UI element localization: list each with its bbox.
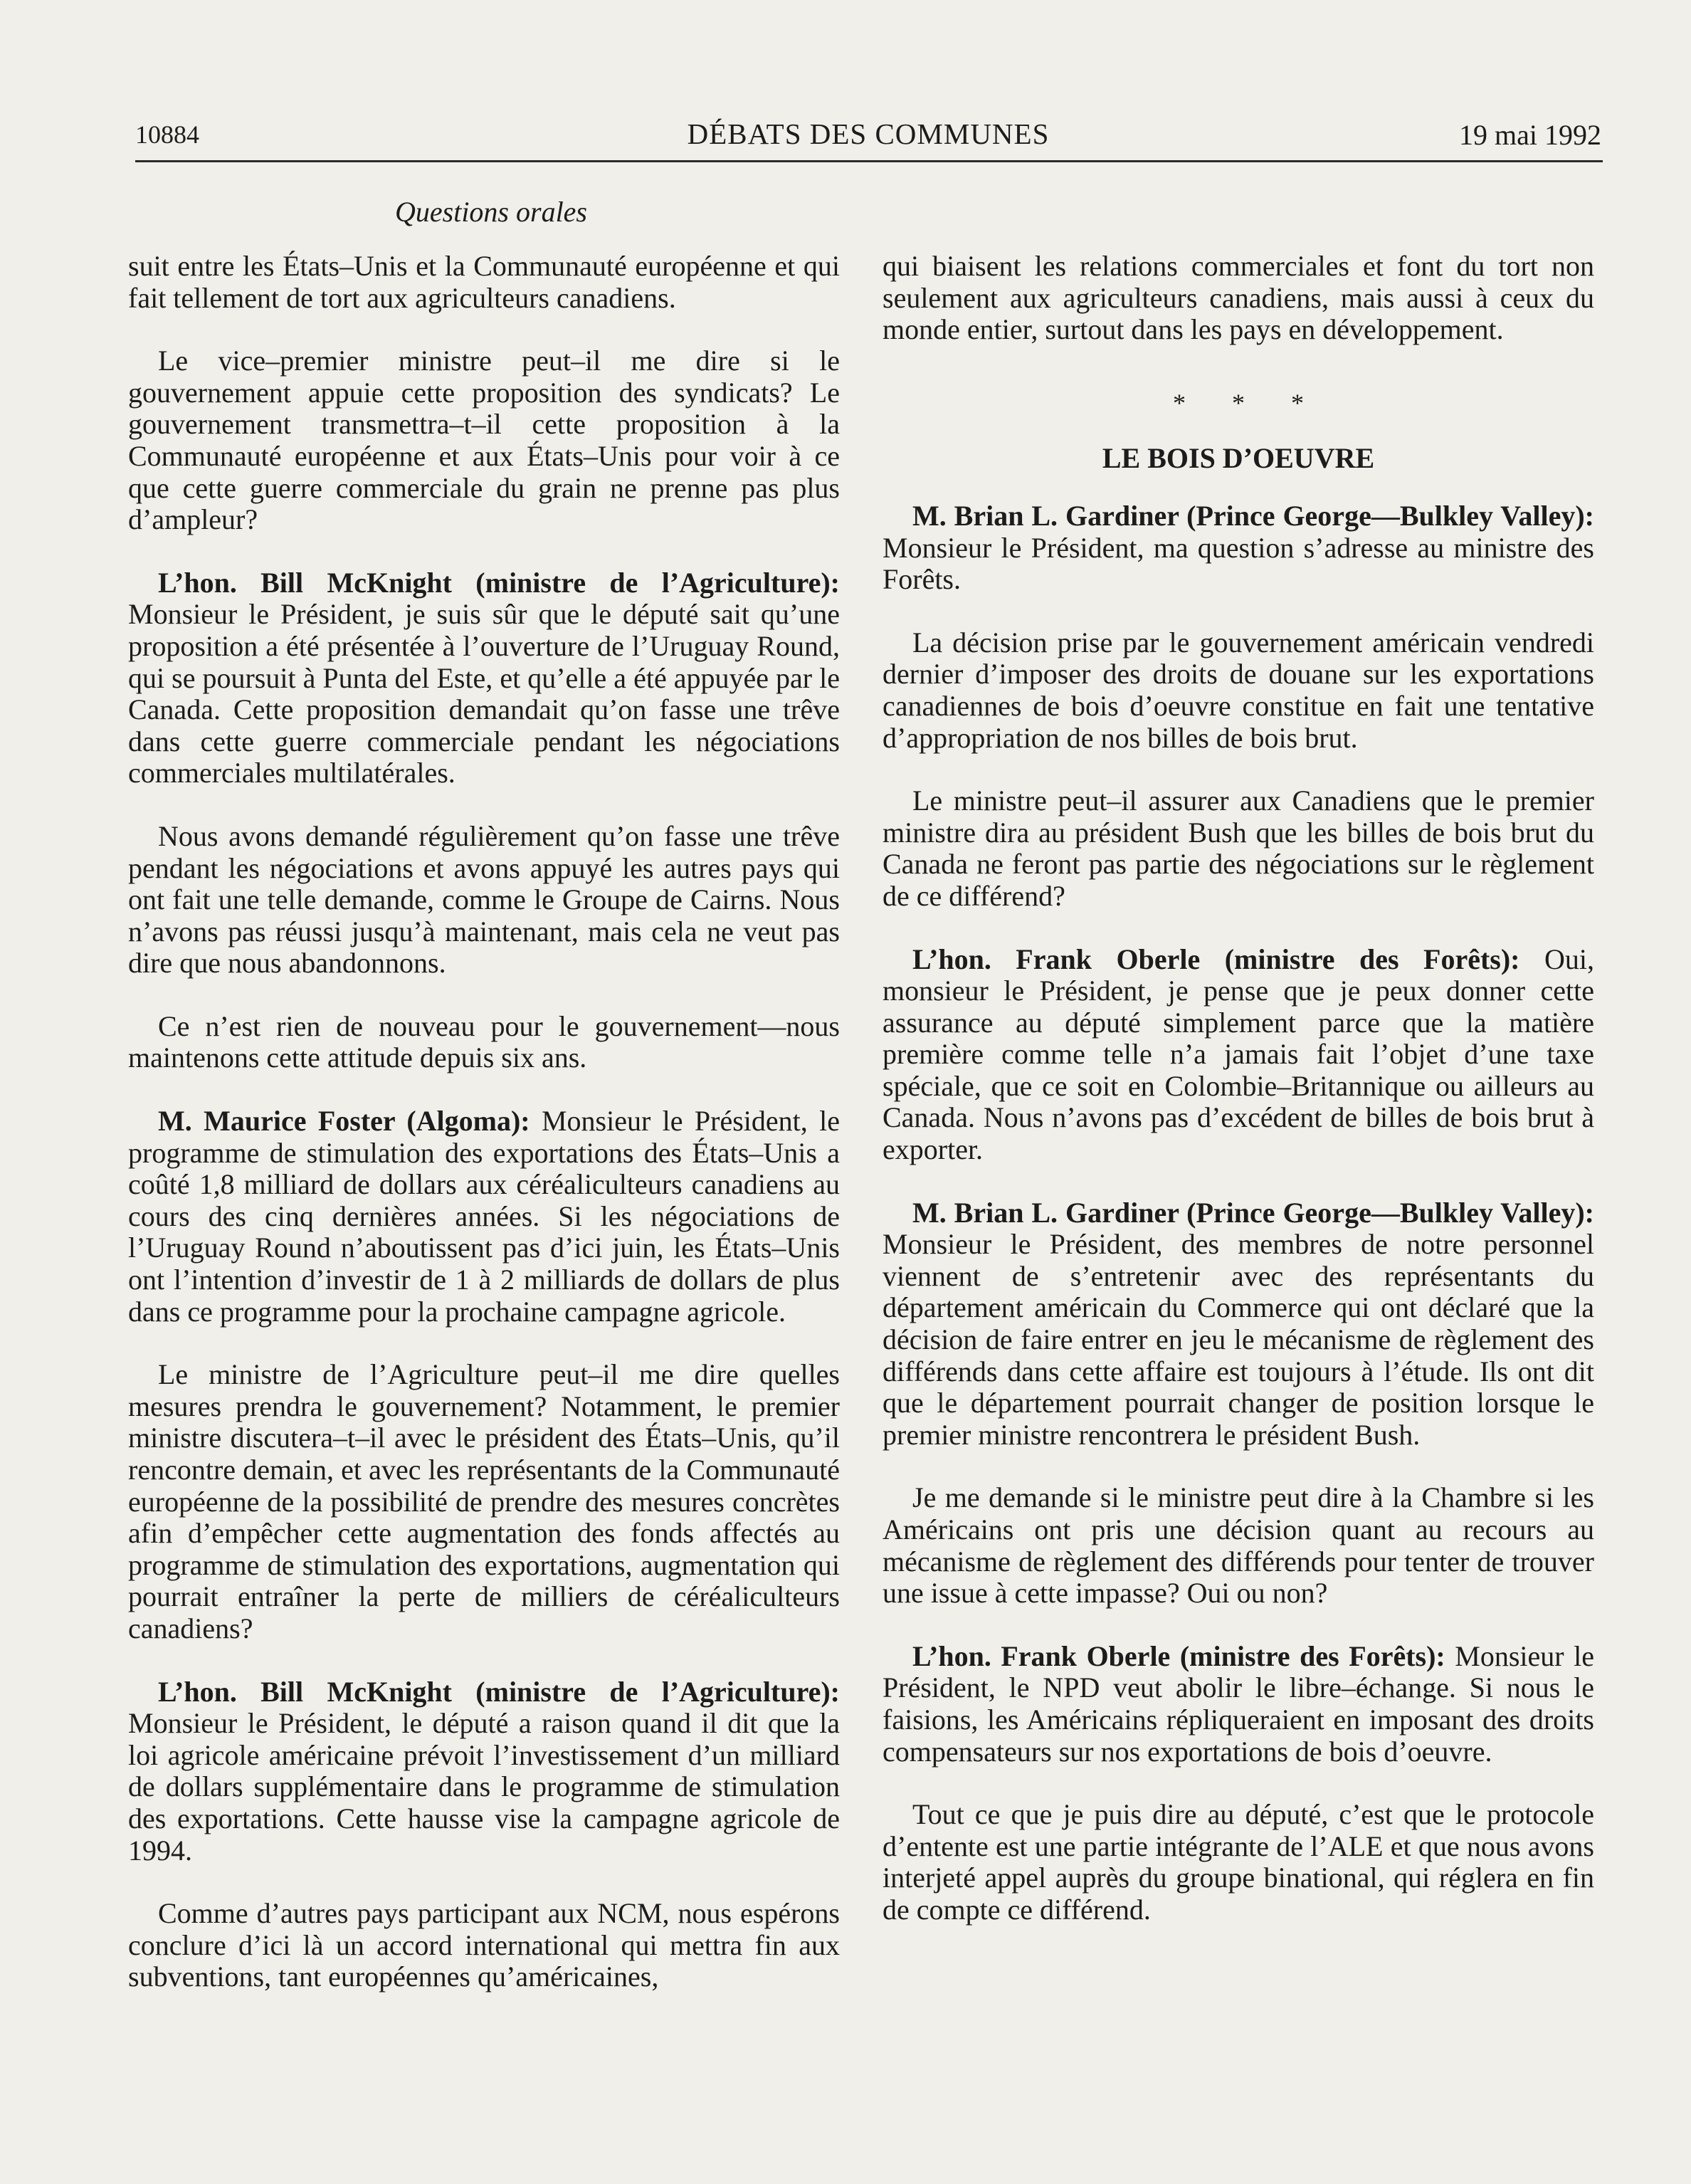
paragraph-text: Nous avons demandé régulièrement qu’on fasse une trêve pendant les négociations et avons appuyé les autres pays qui ont fait une telle demande, comme le Groupe de Cairns. Nous n’avons pas réussi jusqu’à maintenant, mais cela ne veut pas dire que nous abandonnons.	[128, 819, 840, 980]
speaker-name: L’hon. Frank Oberle (ministre des Forêts):	[912, 1639, 1445, 1672]
paragraph-text: qui biaisent les relations commerciales et font du tort non seulement aux agriculteurs canadiens, mais aussi à ceux du monde entier, surtout dans les pays en développement.	[883, 250, 1594, 346]
paragraph-text: Monsieur le Président, le programme de stimulation des exportations des États–Unis a coûté 1,8 milliard de dollars aux céréaliculteurs canadiens au cours des cinq dernières années. Si les négociations de l’Uruguay Round n’aboutissent pas d’ici juin, les États–Unis ont l’intention d’investir de 1 à 2 milliards de dollars de plus dans ce programme pour la prochaine campagne agricole.	[128, 1105, 841, 1328]
paragraph	[128, 1898, 840, 1993]
paragraph-text: Je me demande si le ministre peut dire à la Chambre si les Américains ont pris une décision quant au recours au mécanisme de règlement des différends pour tenter de trouver une issue à cette impasse? Oui ou non?	[883, 1481, 1594, 1610]
paragraph	[883, 1799, 1594, 1926]
section-title: Questions orales	[395, 196, 587, 228]
paragraph-text: Comme d’autres pays participant aux NCM, nous espérons conclure d’ici là un accord international qui mettra fin aux subventions, tant européennes qu’américaines,	[128, 1897, 840, 1993]
paragraph	[128, 251, 840, 314]
header-rule	[135, 160, 1603, 162]
left-column	[128, 251, 840, 2025]
paragraph	[883, 627, 1594, 754]
paragraph-text: Ce n’est rien de nouveau pour le gouvernement—nous maintenons cette attitude depuis six ans.	[128, 1009, 840, 1074]
speaker-paragraph	[128, 1106, 840, 1328]
paragraph-text: Monsieur le Président, le député a raison quand il dit que la loi agricole américaine prévoit l’investissement d’un milliard de dollars supplémentaire dans le programme de stimulation des exportations. Cette hausse vise la campagne agricole de 1994.	[128, 1707, 840, 1867]
paragraph-text: Monsieur le Président, ma question s’adresse au ministre des Forêts.	[883, 531, 1594, 596]
paragraph-text: Monsieur le Président, des membres de notre personnel viennent de s’entretenir avec des représentants du département américain du Commerce qui ont déclaré que la décision de faire entrer en jeu le mécanisme de règlement des différends dans cette affaire est toujours à l’étude. Ils ont dit que le département pourrait changer de position lorsque le premier ministre rencontrera le président Bush.	[883, 1228, 1594, 1451]
speaker-name: L’hon. Bill McKnight (ministre de l’Agriculture):	[158, 566, 840, 599]
page-number: 10884	[135, 120, 199, 149]
paragraph	[883, 1482, 1594, 1609]
paragraph-text: Tout ce que je puis dire au député, c’est que le protocole d’entente est une partie intégrante de l’ALE et que nous avons interjeté appel auprès du groupe binational, qui réglera en fin de compte ce différend.	[883, 1798, 1594, 1926]
speaker-paragraph	[883, 1641, 1594, 1768]
paragraph-text: Le vice–premier ministre peut–il me dire si le gouvernement appuie cette proposition des syndicats? Le gouvernement transmettra–t–il cette proposition à la Communauté européenne et aux États–Unis pour voir à ce que cette guerre commerciale du grain ne prenne pas plus d’ampleur?	[128, 345, 840, 536]
paragraph-text: Monsieur le Président, je suis sûr que le député sait qu’une proposition a été présentée à l’ouverture de l’Uruguay Round, qui se poursuit à Punta del Este, et qu’elle a été appuyée par le Canada. Cette proposition demandait qu’on fasse une trêve dans cette guerre commerciale pendant les négociations commerciales multilatérales.	[128, 598, 840, 789]
speaker-name: M. Brian L. Gardiner (Prince George—Bulkley Valley):	[912, 499, 1594, 532]
paragraph-text: Le ministre de l’Agriculture peut–il me dire quelles mesures prendra le gouvernement? Notamment, le premier ministre discutera–t–il avec le président des États–Unis, qu’il rencontre demain, et avec les représentants de la Communauté européenne de la possibilité de prendre des mesures concrètes afin d’empêcher cette augmentation des fonds affectés au programme de stimulation des exportations, augmentation qui pourrait entraîner la perte de milliers de céréaliculteurs canadiens?	[128, 1358, 840, 1644]
paragraph	[128, 1359, 840, 1644]
speaker-name: M. Maurice Foster (Algoma):	[158, 1105, 530, 1138]
section-separator: * * *	[1173, 388, 1324, 417]
paragraph-text: La décision prise par le gouvernement américain vendredi dernier d’imposer des droits de douane sur les exportations canadiennes de bois d’oeuvre constitue en fait une tentative d’appropriation de nos billes de bois brut.	[883, 626, 1594, 754]
subsection-heading: LE BOIS D’OEUVRE	[1102, 442, 1375, 475]
paragraph-text: Oui, monsieur le Président, je pense que je peux donner cette assurance au député simplement parce que la matière première comme telle n’a jamais fait l’objet d’une taxe spéciale, que ce soit en Colombie–Britannique ou ailleurs au Canada. Nous n’avons pas d’excédent de billes de bois brut à exporter.	[883, 943, 1595, 1166]
speaker-paragraph	[883, 500, 1594, 596]
publication-title: DÉBATS DES COMMUNES	[687, 117, 1050, 150]
speaker-name: L’hon. Frank Oberle (ministre des Forêts):	[912, 943, 1520, 975]
paragraph	[128, 345, 840, 536]
paragraph	[128, 821, 840, 980]
publication-date: 19 mai 1992	[1459, 119, 1601, 151]
paragraph-text: Le ministre peut–il assurer aux Canadiens que le premier ministre dira au président Bush que les billes de bois brut du Canada ne feront pas partie des négociations sur le règlement de ce différend?	[883, 784, 1594, 912]
speaker-paragraph	[883, 944, 1594, 1166]
paragraph-text: suit entre les États–Unis et la Communauté européenne et qui fait tellement de tort aux agriculteurs canadiens.	[128, 250, 840, 314]
paragraph	[883, 251, 1594, 346]
paragraph	[128, 1011, 840, 1074]
paragraph	[883, 785, 1594, 912]
right-column	[883, 251, 1594, 1958]
speaker-paragraph	[883, 1197, 1594, 1451]
speaker-name: L’hon. Bill McKnight (ministre de l’Agriculture):	[158, 1675, 840, 1708]
speaker-paragraph	[128, 1676, 840, 1867]
speaker-paragraph	[128, 567, 840, 789]
paragraph-text: Monsieur le Président, le NPD veut abolir le libre–échange. Si nous le faisions, les Américains répliqueraient en imposant des droits compensateurs sur nos exportations de bois d’oeuvre.	[883, 1639, 1594, 1768]
speaker-name: M. Brian L. Gardiner (Prince George—Bulkley Valley):	[912, 1196, 1594, 1229]
page-header	[135, 117, 1601, 162]
